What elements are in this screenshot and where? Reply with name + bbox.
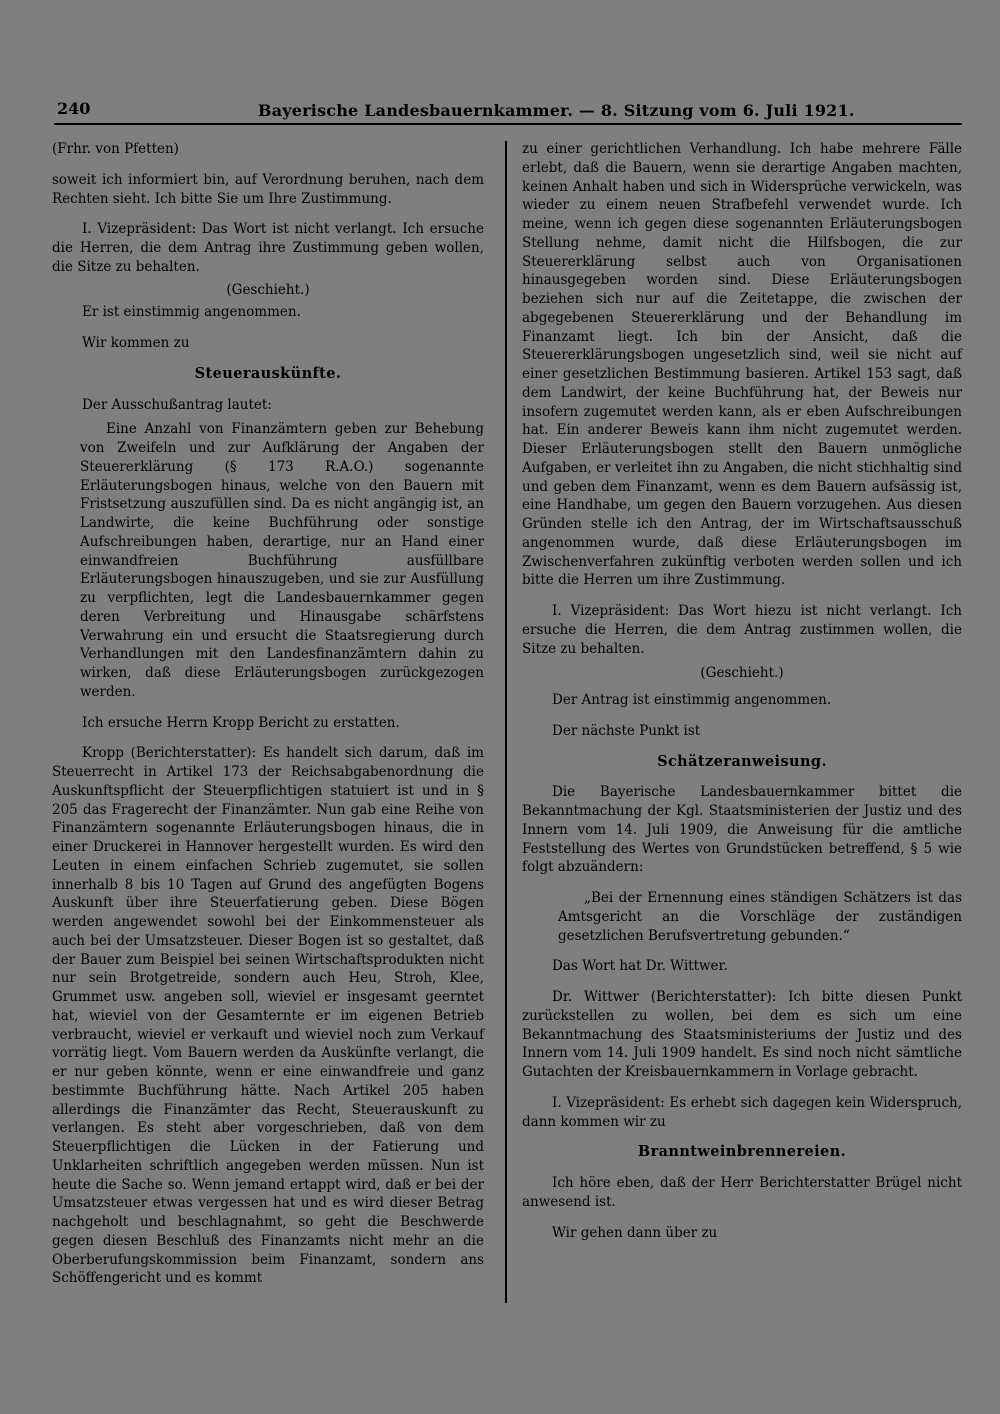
stage-direction: (Geschieht.): [700, 665, 784, 682]
paragraph: Der Antrag ist einstimmig angenommen.: [552, 692, 832, 708]
paragraph: I. Vizepräsident: Das Wort ist nicht verlangt. Ich ersuche die Herren, die dem Antrag ihre Zustimmung geben wollen, die Sitze zu behalten.: [52, 221, 484, 275]
page-number: 240: [57, 99, 91, 118]
paragraph: I. Vizepräsident: Das Wort hiezu ist nicht verlangt. Ich ersuche die Herren, die dem Antrag zustimmen wollen, die Sitze zu behalten.: [522, 603, 962, 657]
header-rule: [54, 123, 962, 125]
motion-text: Eine Anzahl von Finanzämtern geben zur Behebung von Zweifeln und zur Aufklärung der Angaben der Steuererklärung (§ 173 R.A.O.) sogenannte Erläuterungsbogen hinaus, welche von den Bauern mit Fristsetzung auszufüllen sind. Da es nicht angängig ist, an Landwirte, die keine Buchführung oder sonstige Aufschreibungen haben, derartige, nur an Hand einer einwandfreien Buchführung ausfüllbare Erläuterungsbogen hinauszugeben, und sie zur Ausfüllung zu verpflichten, legt die Landesbauernkammer gegen deren Verbreitung und Hinausgabe schärfstens Verwahrung ein und ersucht die Staatsregierung durch Verhandlungen mit den Landesfinanzämtern dahin zu wirken, daß diese Erläuterungsbogen zurückgezogen werden.: [80, 421, 484, 700]
paragraph: Der nächste Punkt ist: [552, 722, 701, 739]
column-divider: [505, 141, 507, 1303]
paragraph: I. Vizepräsident: Es erhebt sich dagegen kein Widerspruch, dann kommen wir zu: [522, 1094, 962, 1130]
section-heading: Steuerauskünfte.: [194, 364, 342, 382]
speaker-continuation: (Frhr. von Pfetten): [52, 141, 179, 157]
paragraph: Kropp (Berichterstatter): Es handelt sich darum, daß im Steuerrecht in Artikel 173 der Reichsabgabenordnung die Auskunftspflicht der Steuerpflichtigen statuiert ist und in § 205 das Fragerecht der Finanzämter. Nun gab eine Reihe von Finanzämtern sogenannte Erläuterungsbogen hinaus, die in einer Druckerei in Hannover hergestellt wurden. Es wird den Leuten in einem einfachen Schrieb zugemutet, sie sollen innerhalb 8 bis 10 Tagen auf Grund des angefügten Bogens Auskunft über ihre Steuerfatierung geben. Diese Bögen werden angewendet sowohl bei der Einkommensteuer als auch bei der Umsatzsteuer. Dieser Bogen ist so gestaltet, daß der Bauer zum Beispiel bei seinen Wirtschaftsprodukten nicht nur sein Brotgetreide, sondern auch Heu, Stroh, Klee, Grummet usw. angeben soll, wieviel er insgesamt geerntet hat, wieviel von der Gesamternte er im eigenen Betrieb verbraucht, wieviel er verkauft und wieviel noch zum Verkauf vorrätig liegt. Vom Bauern werden da Auskünfte verlangt, die er nur geben könnte, wenn er eine einwandfreie und ganz bestimmte Buchführung hätte. Nach Artikel 205 haben allerdings die Finanzämter das Recht, Steuerauskunft zu verlangen. Es steht aber vorgeschrieben, daß von dem Steuerpflichtigen die Lücken in der Fatierung und Unklarheiten schriftlich angegeben werden müssen. Nun ist heute die Sache so. Wenn jemand ertappt wird, daß er bei der Umsatzsteuer etwas vergessen hat und es wird dieser Betrag nachgeholt und beschlagnahmt, so geht die Beschwerde gegen diesen Beschluß des Finanzamts nicht mehr an die Oberberufungskommission beim Finanzamt, sondern ans Schöffengericht und es kommt: [52, 745, 484, 1287]
paragraph: Wir gehen dann über zu: [552, 1224, 718, 1241]
left-column: [52, 140, 484, 1288]
section-heading: Schätzeranweisung.: [657, 752, 827, 770]
paragraph: Das Wort hat Dr. Wittwer.: [552, 958, 728, 975]
paragraph: Dr. Wittwer (Berichterstatter): Ich bitte diesen Punkt zurückstellen zu wollen, bei dem es sich um eine Bekanntmachung des Staatsministeriums der Justiz und des Innern vom 14. Juli 1909 handelt. Es sind noch nicht sämtliche Gutachten der Kreisbauernkammern in Vorlage gebracht.: [522, 989, 962, 1080]
paragraph: Die Bayerische Landesbauernkammer bittet die Bekanntmachung der Kgl. Staatsministerien der Justiz und des Innern vom 14. Juli 1909, die Anweisung für die amtliche Feststellung des Wertes von Grundstücken betreffend, § 5 wie folgt abzuändern:: [522, 784, 962, 876]
paragraph: Ich höre eben, daß der Herr Berichterstatter Brügel nicht anwesend ist.: [522, 1175, 962, 1210]
paragraph: Wir kommen zu: [82, 335, 190, 351]
paragraph: zu einer gerichtlichen Verhandlung. Ich habe mehrere Fälle erlebt, daß die Bauern, wenn sie derartige Angaben machten, keinen Anhalt haben und sich in Widersprüche verwickeln, was wieder zu einem neuen Strafbefehl verwendet wurde. Ich meine, wenn ich gegen diese sogenannten Erläuterungsbogen Stellung nehme, damit nicht die Hilfsbogen, die zur Steuererklärung selbst auch von Organisationen hinausgegeben worden sind. Diese Erläuterungsbogen beziehen sich nur auf die Zeitetappe, die zwischen der abgegebenen Steuererklärung und der Behandlung im Finanzamt liegt. Ich bin der Ansicht, daß die Steuererklärungsbogen ungesetzlich sind, weil sie nicht auf einer gesetzlichen Bestimmung basieren. Artikel 153 sagt, daß dem Landwirt, der keine Buchführung hat, der Beweis nur insofern zugemutet werden kann, als er eben Aufschreibungen hat. Ein anderer Beweis kann ihm nicht zugemutet werden. Dieser Erläuterungsbogen stellt den Bauern unmögliche Aufgaben, er verleitet ihn zu Angaben, die nicht stichhaltig sind und geben dem Finanzamt, wenn es dem Bauern aufsässig ist, eine Handhabe, um gegen den Bauern vorzugehen. Aus diesen Gründen stelle ich den Antrag, der im Wirtschaftsausschuß angenommen wurde, daß diese Erläuterungsbogen im Zwischenverfahren zukünftig verboten werden sollen und ich bitte die Herren um ihre Zustimmung.: [522, 141, 962, 589]
paragraph: Der Ausschußantrag lautet:: [82, 396, 272, 413]
paragraph: soweit ich informiert bin, auf Verordnung beruhen, nach dem Rechten sieht. Ich bitte Sie um Ihre Zustimmung.: [52, 171, 484, 207]
section-heading: Branntweinbrennereien.: [637, 1143, 847, 1161]
paragraph: Ich ersuche Herrn Kropp Bericht zu erstatten.: [82, 714, 400, 731]
stage-direction: (Geschieht.): [226, 281, 310, 298]
paragraph: Er ist einstimmig angenommen.: [82, 304, 301, 321]
right-column: [522, 140, 962, 1242]
motion-text: „Bei der Ernennung eines ständigen Schätzers ist das Amtsgericht an die Vorschläge der zuständigen gesetzlichen Berufsvertretung gebunden.“: [558, 890, 962, 944]
running-title: Bayerische Landesbauernkammer. — 8. Sitzung vom 6. Juli 1921.: [258, 101, 855, 120]
